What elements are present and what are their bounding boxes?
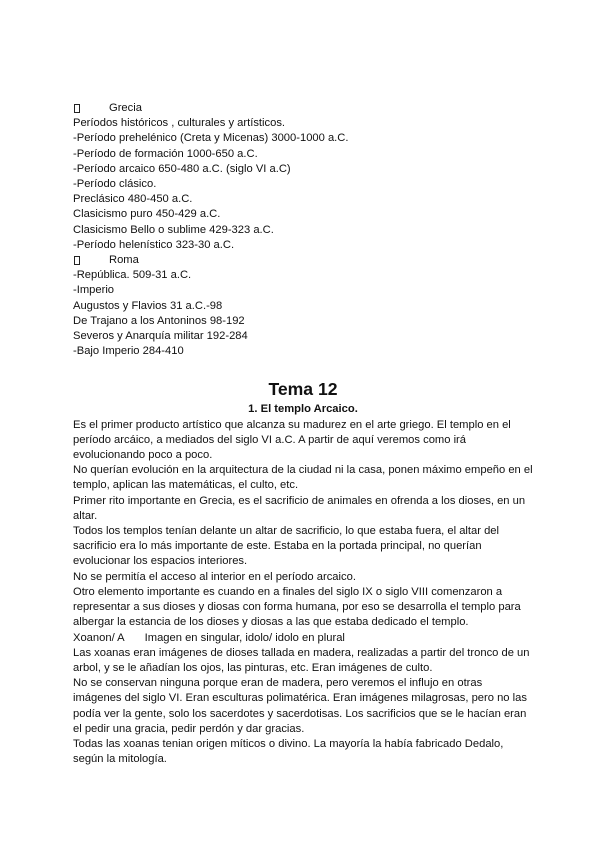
body-paragraph: No querían evolución en la arquitectura de la ciudad ni la casa, ponen máximo empeño en el templo, aplican las matemáticas, el culto, etc. bbox=[73, 464, 533, 492]
outline-line: Severos y Anarquía militar 192-284 bbox=[73, 330, 248, 343]
outline-line: Períodos históricos , culturales y artísticos. bbox=[73, 117, 286, 130]
body-paragraph: Primer rito importante en Grecia, es el sacrificio de animales en ofrenda a los dioses, en un altar. bbox=[73, 494, 526, 522]
outline-line: -Período helenístico 323-30 a.C. bbox=[73, 238, 235, 251]
outline-line: -República. 509-31 a.C. bbox=[73, 269, 192, 282]
grecia-heading-row bbox=[73, 101, 533, 116]
body-paragraph: Otro elemento importante es cuando en a finales del siglo IX o siglo VIII comenzaron a representar a sus dioses y diosas con forma humana, por eso se desarrolla el templo para albergar la estancia de los dioses y diosas a las que estaba dedicado el templo. bbox=[73, 585, 521, 629]
bullet-box-icon bbox=[74, 104, 80, 113]
grecia-heading: Grecia bbox=[109, 102, 142, 114]
outline-line: Augustos y Flavios 31 a.C.-98 bbox=[73, 299, 223, 312]
tema-title: Tema 12 bbox=[268, 379, 338, 400]
outline-line: -Período prehelénico (Creta y Micenas) 3000-1000 a.C. bbox=[73, 132, 349, 145]
body-paragraph: Las xoanas eran imágenes de dioses tallada en madera, realizadas a partir del tronco de un arbol, y se le añadían los ojos, las pinturas, etc. Eran imágenes de culto. bbox=[73, 646, 530, 674]
xoanon-definition: Imagen en singular, idolo/ idolo en plural bbox=[144, 631, 345, 644]
body-paragraph: Es el primer producto artístico que alcanza su madurez en el arte griego. El templo en el período arcáico, a mediados del siglo VI a.C. A partir de aquí veremos como irá evolucionando poco a poco. bbox=[73, 418, 511, 462]
outline-line: Preclásico 480-450 a.C. bbox=[73, 193, 193, 206]
body-paragraph: Todas las xoanas tenian origen míticos o divino. La mayoría la había fabricado Dedalo, según la mitología. bbox=[73, 737, 504, 766]
body-paragraph: Todos los templos tenían delante un altar de sacrificio, lo que estaba fuera, el altar del sacrificio era lo más importante de este. Estaba en la portada principal, no querían evolucionar los espacios interiores. bbox=[73, 525, 500, 568]
xoanon-term: Xoanon/ A bbox=[73, 631, 125, 644]
outline-line: -Imperio bbox=[73, 284, 115, 297]
body-paragraph: No se permitía el acceso al interior en el período arcaico. bbox=[73, 570, 356, 583]
xoanon-definition-row bbox=[73, 631, 533, 646]
outline-line: De Trajano a los Antoninos 98-192 bbox=[73, 314, 245, 327]
body-paragraph: No se conservan ninguna porque eran de madera, pero veremos el influjo en otras imágenes del siglo VI. Eran esculturas polimatérica. Eran imágenes milagrosas, pero no las podía ver la gente, solo los sacerdotes y sacerdotisas. Los sacrificios que se le hacían eran el pedir una gracia, pedir perdón y dar gracias. bbox=[73, 677, 527, 735]
roma-heading-row bbox=[73, 253, 533, 268]
tema-subtitle: 1. El templo Arcaico. bbox=[248, 403, 358, 416]
outline-line: -Período clásico. bbox=[73, 178, 157, 191]
outline-line: -Período de formación 1000-650 a.C. bbox=[73, 147, 258, 160]
bullet-box-icon bbox=[74, 256, 80, 265]
outline-line: Clasicismo puro 450-429 a.C. bbox=[73, 208, 221, 221]
outline-line: Clasicismo Bello o sublime 429-323 a.C. bbox=[73, 223, 274, 236]
spacer bbox=[125, 631, 145, 646]
page-content bbox=[73, 101, 533, 767]
outline-line: -Bajo Imperio 284-410 bbox=[73, 345, 184, 358]
outline-line: -Período arcaico 650-480 a.C. (siglo VI a.C) bbox=[73, 162, 291, 175]
roma-heading: Roma bbox=[109, 254, 139, 267]
